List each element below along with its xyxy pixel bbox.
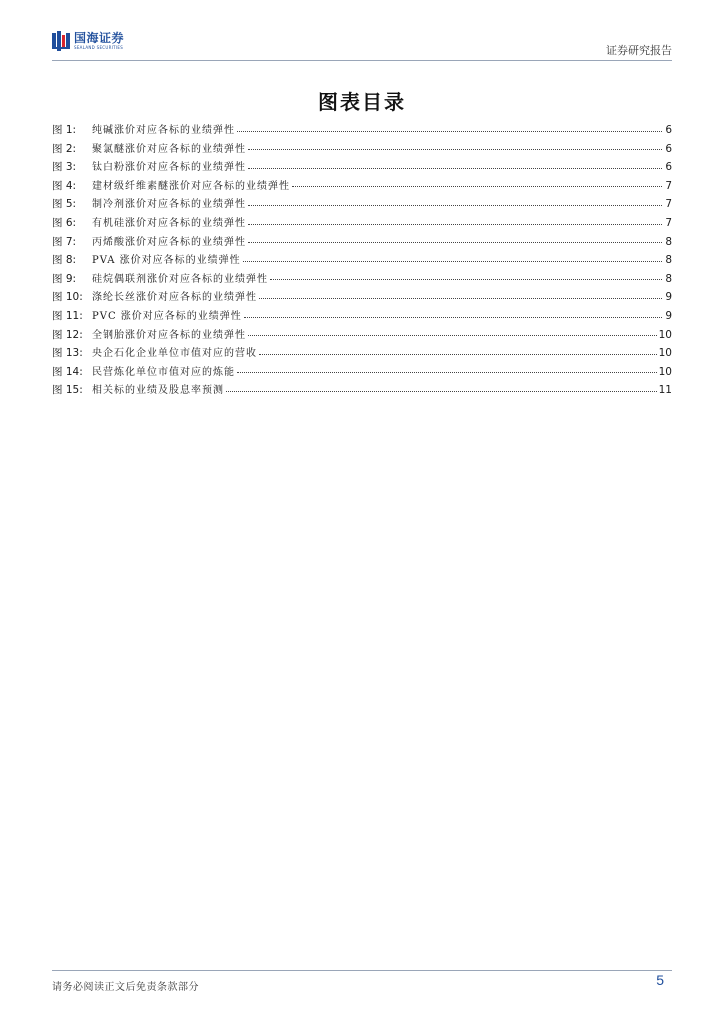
toc-entry[interactable]: [52, 121, 672, 140]
toc-entry[interactable]: [52, 214, 672, 233]
toc-figure-title: 制冷剂涨价对应各标的业绩弹性: [92, 199, 246, 211]
toc-figure-number: 图 3:: [52, 161, 77, 174]
toc-leader-dots: [244, 316, 662, 318]
toc-leader-dots: [248, 204, 662, 206]
toc-page-number: 6: [665, 142, 672, 155]
toc-leader-dots: [248, 241, 662, 243]
toc-entry[interactable]: [52, 381, 672, 400]
toc-entry[interactable]: [52, 344, 672, 363]
company-logo: [52, 30, 124, 52]
toc-entry[interactable]: [52, 270, 672, 289]
toc-page-number: 8: [665, 254, 672, 267]
logo-english-name: SEALAND SECURITIES: [74, 45, 124, 50]
toc-figure-title: 民营炼化单位市值对应的炼能: [92, 366, 235, 378]
toc-entry[interactable]: [52, 140, 672, 159]
toc-figure-title: 建材级纤维素醚涨价对应各标的业绩弹性: [92, 180, 290, 192]
toc-figure-number: 图 14:: [52, 365, 83, 378]
page-title: 图表目录: [318, 90, 406, 114]
toc-leader-dots: [259, 297, 662, 299]
toc-entry[interactable]: [52, 158, 672, 177]
toc-figure-title: 钛白粉涨价对应各标的业绩弹性: [92, 162, 246, 174]
toc-leader-dots: [243, 260, 662, 262]
toc-figure-title: 聚氯醚涨价对应各标的业绩弹性: [92, 143, 246, 155]
toc-leader-dots: [292, 185, 662, 187]
toc-figure-title: 纯碱涨价对应各标的业绩弹性: [92, 125, 235, 136]
toc-figure-number: 图 12:: [52, 328, 83, 341]
toc-figure-number: 图 10:: [52, 291, 83, 304]
toc-figure-title: PVA 涨价对应各标的业绩弹性: [92, 255, 241, 267]
toc-figure-title: PVC 涨价对应各标的业绩弹性: [92, 310, 242, 322]
toc-entry[interactable]: [52, 288, 672, 307]
toc-figure-number: 图 9:: [52, 272, 77, 285]
page-header: [52, 30, 672, 60]
toc-entry[interactable]: [52, 177, 672, 196]
figure-table-of-contents: [52, 121, 672, 400]
toc-page-number: 6: [665, 124, 672, 136]
toc-leader-dots: [237, 130, 662, 132]
toc-page-number: 10: [658, 347, 672, 360]
toc-leader-dots: [248, 223, 662, 225]
toc-figure-title: 丙烯酸涨价对应各标的业绩弹性: [92, 236, 246, 248]
toc-page-number: 7: [665, 216, 672, 229]
toc-figure-number: 图 2:: [52, 142, 77, 155]
toc-page-number: 9: [665, 291, 672, 304]
toc-leader-dots: [248, 167, 662, 169]
toc-page-number: 6: [665, 161, 672, 174]
toc-figure-number: 图 1:: [52, 124, 77, 136]
header-divider: [52, 60, 672, 61]
toc-page-number: 9: [665, 309, 672, 322]
logo-chinese-name: 国海证券: [74, 31, 125, 45]
toc-figure-number: 图 8:: [52, 254, 77, 267]
toc-figure-number: 图 7:: [52, 235, 77, 248]
toc-leader-dots: [259, 353, 657, 355]
sealand-logo-icon: [52, 31, 70, 51]
toc-leader-dots: [248, 148, 662, 150]
toc-figure-number: 图 5:: [52, 198, 77, 211]
toc-figure-number: 图 11:: [52, 309, 83, 322]
toc-figure-number: 图 15:: [52, 384, 83, 397]
toc-page-number: 8: [665, 235, 672, 248]
toc-figure-title: 央企石化企业单位市值对应的营收: [92, 348, 257, 360]
toc-leader-dots: [226, 390, 657, 392]
report-type-label: 证券研究报告: [606, 44, 672, 57]
footer-divider: [52, 970, 672, 971]
toc-entry[interactable]: [52, 233, 672, 252]
toc-leader-dots: [237, 371, 657, 373]
toc-entry[interactable]: [52, 307, 672, 326]
toc-figure-number: 图 6:: [52, 216, 77, 229]
toc-figure-title: 有机硅涨价对应各标的业绩弹性: [92, 217, 246, 229]
toc-entry[interactable]: [52, 251, 672, 270]
toc-page-number: 8: [665, 272, 672, 285]
toc-leader-dots: [248, 334, 657, 336]
toc-page-number: 7: [665, 179, 672, 192]
toc-entry[interactable]: [52, 195, 672, 214]
toc-page-number: 10: [658, 328, 672, 341]
page-number: 5: [656, 972, 664, 988]
toc-figure-number: 图 4:: [52, 179, 77, 192]
toc-page-number: 7: [665, 198, 672, 211]
toc-figure-title: 涤纶长丝涨价对应各标的业绩弹性: [92, 292, 257, 304]
toc-figure-title: 硅烷偶联剂涨价对应各标的业绩弹性: [92, 273, 268, 285]
toc-entry[interactable]: [52, 363, 672, 382]
toc-entry[interactable]: [52, 326, 672, 345]
toc-figure-title: 全钢胎涨价对应各标的业绩弹性: [92, 329, 246, 341]
toc-page-number: 11: [658, 384, 672, 397]
disclaimer-note: 请务必阅读正文后免责条款部分: [52, 982, 199, 993]
toc-figure-number: 图 13:: [52, 347, 83, 360]
toc-leader-dots: [270, 278, 662, 280]
toc-page-number: 10: [658, 365, 672, 378]
toc-figure-title: 相关标的业绩及股息率预测: [92, 385, 224, 397]
